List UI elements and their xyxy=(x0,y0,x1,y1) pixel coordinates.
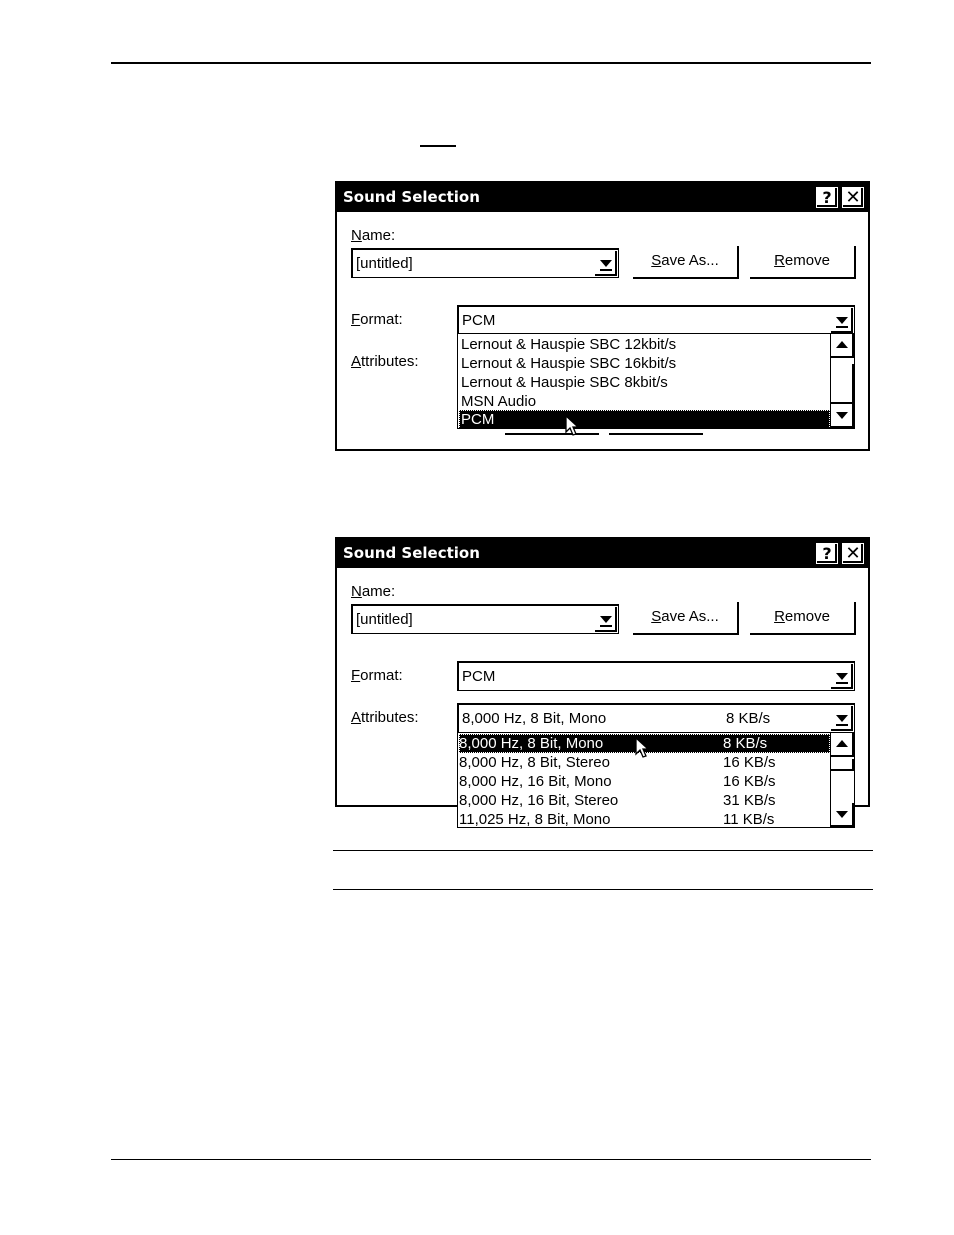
mouse-pointer-icon xyxy=(635,737,651,759)
note-bottom-rule xyxy=(333,889,873,890)
name-value: [untitled] xyxy=(356,255,413,272)
chevron-down-icon xyxy=(836,317,848,324)
attributes-rate: 8 KB/s xyxy=(726,710,771,727)
attributes-dropdown-list[interactable] xyxy=(457,732,855,828)
attributes-value: 8,000 Hz, 8 Bit, Mono xyxy=(462,710,607,727)
title-bar xyxy=(337,539,868,568)
format-option[interactable]: Lernout & Hauspie SBC 12kbit/s xyxy=(461,336,677,353)
attributes-list-scrollbar[interactable] xyxy=(830,733,854,827)
attributes-combobox[interactable] xyxy=(457,703,855,733)
chevron-down-icon xyxy=(600,616,612,623)
format-value: PCM xyxy=(462,668,496,685)
arrow-up-icon xyxy=(836,341,848,348)
attribute-option[interactable]: 8,000 Hz, 16 Bit, Mono 16 KB/s xyxy=(459,773,776,790)
scroll-up-button[interactable] xyxy=(831,733,854,757)
attribute-option[interactable]: 8,000 Hz, 16 Bit, Stereo 31 KB/s xyxy=(459,792,776,809)
name-label: Name: xyxy=(351,583,396,600)
format-dropdown-list[interactable] xyxy=(457,333,855,429)
remove-button[interactable]: Remove xyxy=(750,246,856,279)
dialog-title: Sound Selection xyxy=(343,188,480,206)
format-combobox[interactable] xyxy=(457,661,855,691)
close-button[interactable]: ✕ xyxy=(842,543,864,564)
format-value: PCM xyxy=(462,312,496,329)
format-list-scrollbar[interactable] xyxy=(830,334,854,428)
text-underline-mark xyxy=(420,145,456,147)
help-button[interactable]: ? xyxy=(816,187,838,208)
note-top-rule xyxy=(333,850,873,851)
attribute-option[interactable]: 8,000 Hz, 8 Bit, Stereo 16 KB/s xyxy=(459,754,776,771)
mouse-pointer-icon xyxy=(565,415,581,437)
footer-rule xyxy=(111,1159,871,1160)
attributes-label: Attributes: xyxy=(351,709,419,726)
format-label: Format: xyxy=(351,667,403,684)
scroll-down-button[interactable] xyxy=(831,404,854,428)
sound-selection-dialog-format-open xyxy=(335,181,870,451)
name-combobox[interactable] xyxy=(351,604,619,634)
close-button[interactable]: ✕ xyxy=(842,187,864,208)
format-option[interactable]: Lernout & Hauspie SBC 8kbit/s xyxy=(461,374,668,391)
attribute-option-selected[interactable]: 8,000 Hz, 8 Bit, Mono 8 KB/s xyxy=(459,734,830,753)
name-value: [untitled] xyxy=(356,611,413,628)
format-dropdown-button[interactable] xyxy=(831,664,853,689)
name-dropdown-button[interactable] xyxy=(595,607,617,632)
header-rule xyxy=(111,62,871,64)
attributes-label: Attributes: xyxy=(351,353,419,370)
save-as-button[interactable]: Save As... xyxy=(633,246,739,279)
title-bar xyxy=(337,183,868,212)
cancel-button-edge xyxy=(609,433,703,435)
chevron-down-icon xyxy=(600,260,612,267)
scroll-thumb[interactable] xyxy=(831,759,854,771)
name-dropdown-button[interactable] xyxy=(595,251,617,276)
arrow-down-icon xyxy=(836,811,848,818)
attributes-dropdown-button[interactable] xyxy=(831,706,853,731)
format-option[interactable]: MSN Audio xyxy=(461,393,537,410)
remove-button[interactable]: Remove xyxy=(750,602,856,635)
format-dropdown-button[interactable] xyxy=(831,308,853,333)
name-label: Name: xyxy=(351,227,396,244)
scroll-up-button[interactable] xyxy=(831,334,854,358)
scroll-thumb[interactable] xyxy=(831,364,854,404)
name-combobox[interactable] xyxy=(351,248,619,278)
format-label: Format: xyxy=(351,311,403,328)
help-button[interactable]: ? xyxy=(816,543,838,564)
format-combobox[interactable] xyxy=(457,305,855,335)
format-option[interactable]: Lernout & Hauspie SBC 16kbit/s xyxy=(461,355,677,372)
chevron-down-icon xyxy=(836,673,848,680)
dialog-title: Sound Selection xyxy=(343,544,480,562)
sound-selection-dialog-attributes-open xyxy=(335,537,870,828)
arrow-up-icon xyxy=(836,740,848,747)
format-option-selected[interactable]: PCM xyxy=(459,410,830,429)
attribute-option[interactable]: 11,025 Hz, 8 Bit, Mono 11 KB/s xyxy=(459,811,775,828)
ok-button-edge xyxy=(505,433,599,435)
scroll-down-button[interactable] xyxy=(831,803,854,827)
arrow-down-icon xyxy=(836,412,848,419)
save-as-button[interactable]: Save As... xyxy=(633,602,739,635)
chevron-down-icon xyxy=(836,715,848,722)
